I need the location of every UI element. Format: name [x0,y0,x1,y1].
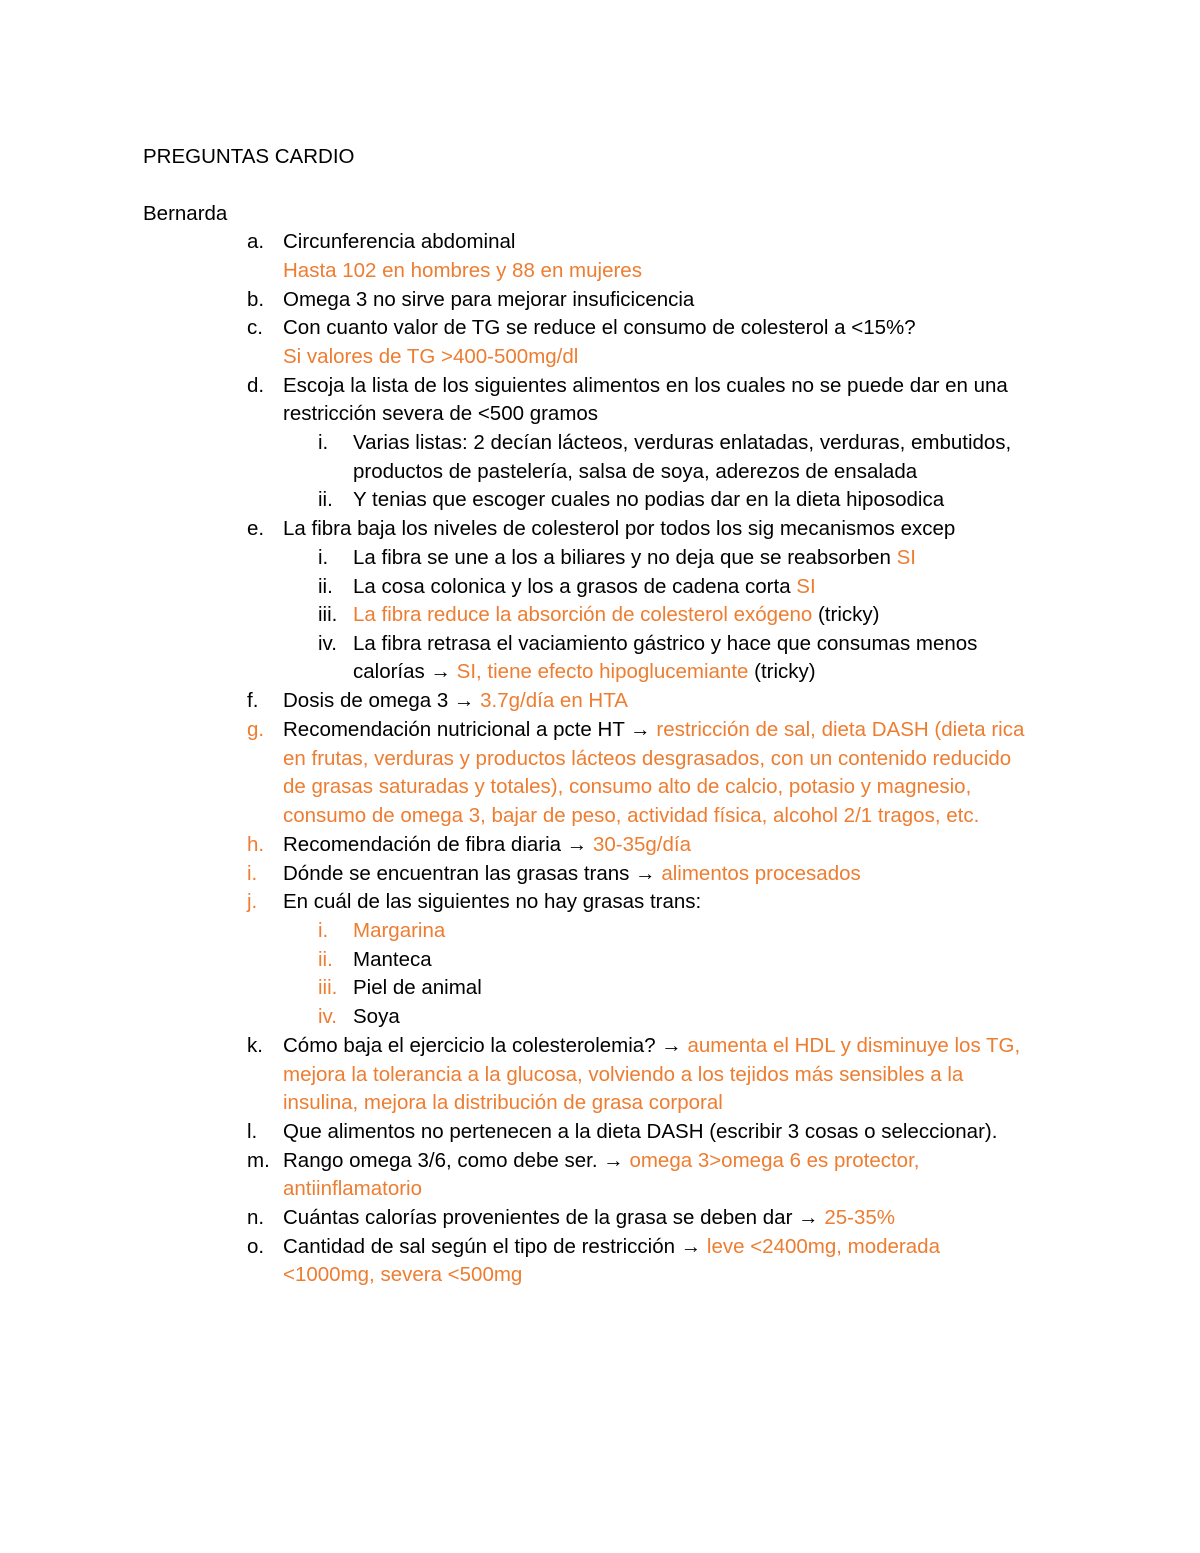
text-line [318,573,333,601]
text-line [283,515,955,543]
text-line [318,1003,337,1031]
text-line [353,630,977,658]
answer-text: mejora la tolerancia a la glucosa, volviendo a los tejidos más sensibles a la [283,1063,964,1086]
text-line [247,515,264,543]
answer-text: antiinflamatorio [283,1177,423,1200]
text-line [283,831,691,859]
question-text: La fibra retrasa el vaciamiento gástrico y hace que consumas menos [353,632,978,655]
text-line [247,716,264,744]
answer-text: j. [247,890,258,913]
text-line [283,257,642,285]
answer-text: iii. [318,976,338,999]
question-text: iii. [318,603,338,626]
text-line [283,314,916,342]
text-line [283,860,861,888]
text-line [318,486,333,514]
text-line [318,429,328,457]
question-text: PREGUNTAS CARDIO [143,145,355,168]
answer-text: Hasta 102 en hombres y 88 en mujeres [283,259,642,282]
question-text: Manteca [353,948,432,971]
text-line [247,228,264,256]
question-text: f. [247,689,259,712]
question-text: Varias listas: 2 decían lácteos, verduras enlatadas, verduras, embutidos, [353,431,1012,454]
question-text: calorías → [353,660,457,683]
question-text: o. [247,1235,265,1258]
question-text: Bernarda [143,202,228,225]
question-text: Cómo baja el ejercicio la colesterolemia? → [283,1034,688,1057]
answer-text: La fibra reduce la absorción de colesterol exógeno [353,603,813,626]
question-text: Recomendación nutricional a pcte HT → [283,718,657,741]
text-line [318,974,337,1002]
answer-text: i. [247,862,258,885]
question-text: Y tenias que escoger cuales no podias dar en la dieta hiposodica [353,488,945,511]
question-text: ii. [318,488,333,511]
question-text: iv. [318,632,337,655]
text-line [247,1147,270,1175]
text-line [353,658,816,686]
text-line [353,429,1011,457]
answer-text: ii. [318,948,333,971]
author-name [143,200,227,228]
question-text: Escoja la lista de los siguientes alimentos en los cuales no se puede dar en una [283,374,1008,397]
question-text: Circunferencia abdominal [283,230,516,253]
document-title [143,143,354,171]
question-text: (tricky) [748,660,816,683]
text-line [318,601,337,629]
text-line [247,286,264,314]
answer-text: g. [247,718,265,741]
answer-text: h. [247,833,265,856]
text-line [353,946,432,974]
question-text: c. [247,316,263,339]
text-line [283,1118,997,1146]
question-text: restricción severa de <500 gramos [283,402,599,425]
question-text: En cuál de las siguientes no hay grasas trans: [283,890,702,913]
text-line [247,1032,263,1060]
question-text: Que alimentos no pertenecen a la dieta DASH (escribir 3 cosas o seleccionar). [283,1120,998,1143]
text-line [353,974,482,1002]
answer-text: restricción de sal, dieta DASH (dieta rica [656,718,1025,741]
text-line [247,1204,264,1232]
text-line [247,860,257,888]
text-line [283,745,1011,773]
question-text: (tricky) [812,603,880,626]
text-line [283,343,578,371]
question-text: ii. [318,575,333,598]
answer-text: Si valores de TG >400-500mg/dl [283,345,579,368]
text-line [283,1261,522,1289]
answer-text: alimentos procesados [661,862,861,885]
question-text: Piel de animal [353,976,482,999]
text-line [283,1204,895,1232]
text-line [283,802,979,830]
text-line [283,400,598,428]
answer-text: en frutas, verduras y productos lácteos desgrasados, con un contenido reducido [283,747,1012,770]
question-text: Omega 3 no sirve para mejorar insuficicencia [283,288,695,311]
answer-text: aumenta el HDL y disminuye los TG, [687,1034,1021,1057]
question-text: Cantidad de sal según el tipo de restricción → [283,1235,707,1258]
answer-text: de grasas saturadas y totales), consumo alto de calcio, potasio y magnesio, [283,775,972,798]
text-line [353,573,816,601]
text-line [283,1175,422,1203]
answer-text: 30-35g/día [592,833,691,856]
answer-text: iv. [318,1005,337,1028]
question-text: Dónde se encuentran las grasas trans → [283,862,662,885]
text-line [283,716,1024,744]
question-text: i. [318,546,329,569]
text-line [318,917,328,945]
question-text: La fibra se une a los a biliares y no deja que se reabsorben [353,546,897,569]
text-line [353,486,944,514]
question-text: Rango omega 3/6, como debe ser. → [283,1149,630,1172]
answer-text: 25-35% [824,1206,895,1229]
text-line [353,544,916,572]
text-line [247,1233,264,1261]
text-line [283,773,971,801]
answer-text: consumo de omega 3, bajar de peso, actividad física, alcohol 2/1 tragos, etc. [283,804,980,827]
text-line [247,314,263,342]
text-line [283,888,701,916]
text-line [283,1147,919,1175]
answer-text: SI, tiene efecto hipoglucemiante [456,660,749,683]
question-text: Con cuanto valor de TG se reduce el consumo de colesterol a <15%? [283,316,916,339]
answer-text: SI [796,575,816,598]
text-line [283,1233,940,1261]
text-line [283,687,628,715]
answer-text: SI [896,546,916,569]
answer-text: insulina, mejora la distribución de grasa corporal [283,1091,723,1114]
question-text: b. [247,288,265,311]
text-line [283,1032,1020,1060]
answer-text: 3.7g/día en HTA [480,689,628,712]
text-line [283,1089,723,1117]
question-text: Dosis de omega 3 → [283,689,481,712]
text-line [283,372,1008,400]
answer-text: Margarina [353,919,446,942]
question-text: n. [247,1206,265,1229]
text-line [283,1061,963,1089]
text-line [318,544,328,572]
answer-text: leve <2400mg, moderada [706,1235,940,1258]
answer-text: omega 3>omega 6 es protector, [629,1149,920,1172]
text-line [353,601,879,629]
question-text: La cosa colonica y los a grasos de cadena corta [353,575,797,598]
text-line [353,917,445,945]
text-line [247,687,258,715]
text-line [353,458,917,486]
question-text: e. [247,517,265,540]
question-text: Cuántas calorías provenientes de la grasa se deben dar → [283,1206,825,1229]
question-text: k. [247,1034,263,1057]
text-line [247,372,264,400]
question-text: i. [318,431,329,454]
answer-text: <1000mg, severa <500mg [283,1263,523,1286]
text-line [247,1118,257,1146]
text-line [318,946,333,974]
question-text: productos de pastelería, salsa de soya, aderezos de ensalada [353,460,918,483]
question-text: Soya [353,1005,400,1028]
question-text: d. [247,374,265,397]
question-text: a. [247,230,265,253]
text-line [247,888,257,916]
question-text: m. [247,1149,270,1172]
text-line [283,286,694,314]
text-line [318,630,337,658]
answer-text: i. [318,919,329,942]
question-text: l. [247,1120,258,1143]
question-text: Recomendación de fibra diaria → [283,833,593,856]
text-line [247,831,264,859]
text-line [353,1003,400,1031]
question-text: La fibra baja los niveles de colesterol por todos los sig mecanismos excep [283,517,956,540]
text-line [283,228,515,256]
